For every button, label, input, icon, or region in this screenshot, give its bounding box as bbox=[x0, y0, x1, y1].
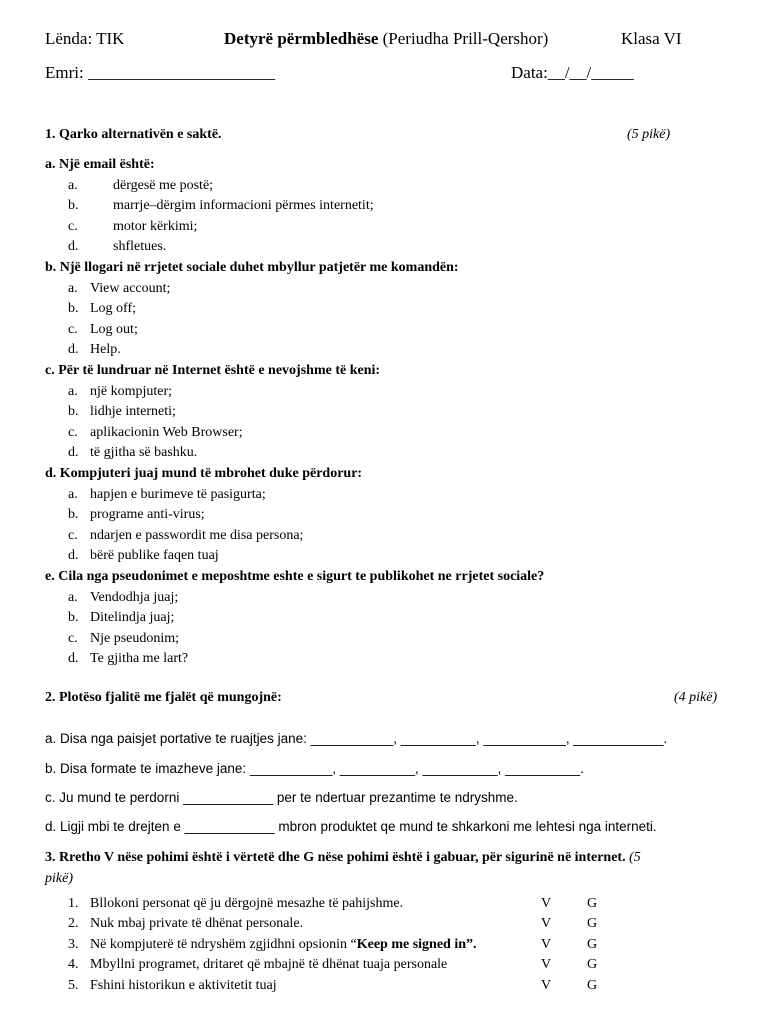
false-option[interactable]: G bbox=[587, 896, 598, 911]
option-letter: a. bbox=[68, 383, 78, 399]
q1-points: (5 pikë) bbox=[627, 127, 671, 142]
subject-label: Lënda: TIK bbox=[45, 29, 125, 48]
name-field-label: Emri: ______________________ bbox=[45, 63, 275, 82]
option-text: Ditelindja juaj; bbox=[90, 610, 175, 626]
true-option[interactable]: V bbox=[541, 957, 552, 973]
option-letter: d. bbox=[68, 445, 79, 461]
option-letter: d. bbox=[68, 342, 79, 358]
option-text: Te gjitha me lart? bbox=[90, 651, 189, 667]
q3-title bbox=[45, 847, 735, 889]
title-period: (Periudha Prill-Qershor) bbox=[382, 29, 549, 48]
q1-question: e. Cila nga pseudonimet e meposhtme eshte e sigurt te publikohet ne rrjetet sociale? bbox=[45, 569, 545, 584]
option-letter: c. bbox=[68, 630, 78, 646]
q3-item-number: 5. bbox=[68, 977, 79, 993]
q1-question: d. Kompjuteri juaj mund të mbrohet duke përdorur: bbox=[45, 466, 363, 481]
false-option[interactable]: G bbox=[587, 936, 598, 952]
false-option[interactable]: G bbox=[587, 977, 598, 993]
grade-label: Klasa VI bbox=[621, 29, 682, 48]
q2-points: (4 pikë) bbox=[674, 690, 718, 705]
q3-item-number: 4. bbox=[68, 957, 79, 973]
option-text: ndarjen e passwordit me disa persona; bbox=[90, 527, 304, 543]
option-letter: b. bbox=[68, 301, 79, 317]
q2-line-b: b. Disa formate te imazheve jane: ___________, __________, __________, __________. bbox=[45, 761, 584, 776]
q2-line-a: a. Disa nga paisjet portative te ruajtjes jane: ___________, __________, ___________, ____________. bbox=[45, 731, 668, 746]
q3-item-text: Bllokoni personat që ju dërgojnë mesazhe të pahijshme. bbox=[90, 896, 404, 911]
q1-question: b. Një llogari në rrjetet sociale duhet mbyllur patjetër me komandën: bbox=[45, 260, 459, 275]
option-letter: d. bbox=[68, 548, 79, 564]
option-letter: b. bbox=[68, 507, 79, 523]
title-bold: Detyrë përmbledhëse bbox=[224, 29, 379, 48]
q3-item-text bbox=[90, 937, 477, 953]
option-text: programe anti-virus; bbox=[90, 507, 205, 523]
option-text: motor kërkimi; bbox=[113, 218, 198, 234]
option-text: aplikacionin Web Browser; bbox=[90, 424, 243, 440]
option-text: marrje–dërgim informacioni përmes internetit; bbox=[113, 198, 374, 214]
option-letter: a. bbox=[68, 280, 78, 296]
q3-points-part2: pikë) bbox=[45, 871, 73, 886]
q2-line-d: d. Ligji mbi te drejten e ____________ mbron produktet qe mund te shkarkoni me lehtesi nga interneti. bbox=[45, 819, 657, 834]
false-option[interactable]: G bbox=[587, 957, 598, 973]
option-letter: c. bbox=[68, 321, 78, 337]
option-text: Nje pseudonim; bbox=[90, 630, 180, 646]
option-text: hapjen e burimeve të pasigurta; bbox=[90, 486, 266, 502]
true-option[interactable]: V bbox=[541, 916, 552, 932]
option-letter: d. bbox=[68, 651, 79, 667]
q3-points-part1: (5 bbox=[629, 850, 641, 865]
option-text: View account; bbox=[90, 280, 171, 296]
q2-title: 2. Plotëso fjalitë me fjalët që mungojnë: bbox=[45, 690, 282, 705]
q3-title-text: 3. Rretho V nëse pohimi është i vërtetë dhe G nëse pohimi është i gabuar, për sigurinë në internet. bbox=[45, 850, 626, 865]
q1-question: c. Për të lundruar në Internet është e nevojshme të keni: bbox=[45, 363, 381, 378]
q2-line-c: c. Ju mund te perdorni ____________ per te ndertuar prezantime te ndryshme. bbox=[45, 790, 518, 805]
q3-item-number: 3. bbox=[68, 936, 79, 952]
true-option[interactable]: V bbox=[541, 936, 552, 952]
option-letter: b. bbox=[68, 198, 79, 214]
option-letter: b. bbox=[68, 610, 79, 626]
option-text: bërë publike faqen tuaj bbox=[90, 548, 219, 564]
q3-item-text: Fshini historikun e aktivitetit tuaj bbox=[90, 977, 277, 993]
option-text: shfletues. bbox=[113, 239, 167, 255]
option-text: të gjitha së bashku. bbox=[90, 445, 198, 461]
option-text: Vendodhja juaj; bbox=[90, 589, 179, 605]
true-option[interactable]: V bbox=[541, 977, 552, 993]
q3-item-text-bold: Keep me signed in”. bbox=[356, 936, 477, 952]
option-letter: c. bbox=[68, 527, 78, 543]
option-letter: a. bbox=[68, 486, 78, 502]
q3-item-number: 1. bbox=[68, 896, 79, 911]
option-text: një kompjuter; bbox=[90, 383, 173, 399]
q1-title: 1. Qarko alternativën e saktë. bbox=[45, 127, 222, 142]
option-text: dërgesë me postë; bbox=[113, 177, 214, 193]
option-letter: a. bbox=[68, 177, 78, 193]
option-letter: c. bbox=[68, 218, 78, 234]
document-title bbox=[224, 29, 548, 49]
option-letter: d. bbox=[68, 239, 79, 255]
option-text: Log off; bbox=[90, 301, 137, 317]
option-text: lidhje interneti; bbox=[90, 404, 176, 420]
date-field-label: Data:__/__/_____ bbox=[511, 63, 634, 82]
q1-question: a. Një email është: bbox=[45, 157, 155, 172]
q3-item-text: Nuk mbaj private të dhënat personale. bbox=[90, 916, 304, 932]
q3-item-text-pre: Në kompjuterë të ndryshëm zgjidhni opsionin “ bbox=[90, 936, 357, 952]
option-letter: a. bbox=[68, 589, 78, 605]
option-letter: c. bbox=[68, 424, 78, 440]
false-option[interactable]: G bbox=[587, 916, 598, 932]
true-option[interactable]: V bbox=[541, 896, 552, 911]
q3-item-number: 2. bbox=[68, 916, 79, 932]
option-letter: b. bbox=[68, 404, 79, 420]
option-text: Log out; bbox=[90, 321, 138, 337]
q3-item-text: Mbyllni programet, dritaret që mbajnë të dhënat tuaja personale bbox=[90, 957, 448, 973]
option-text: Help. bbox=[90, 342, 121, 358]
